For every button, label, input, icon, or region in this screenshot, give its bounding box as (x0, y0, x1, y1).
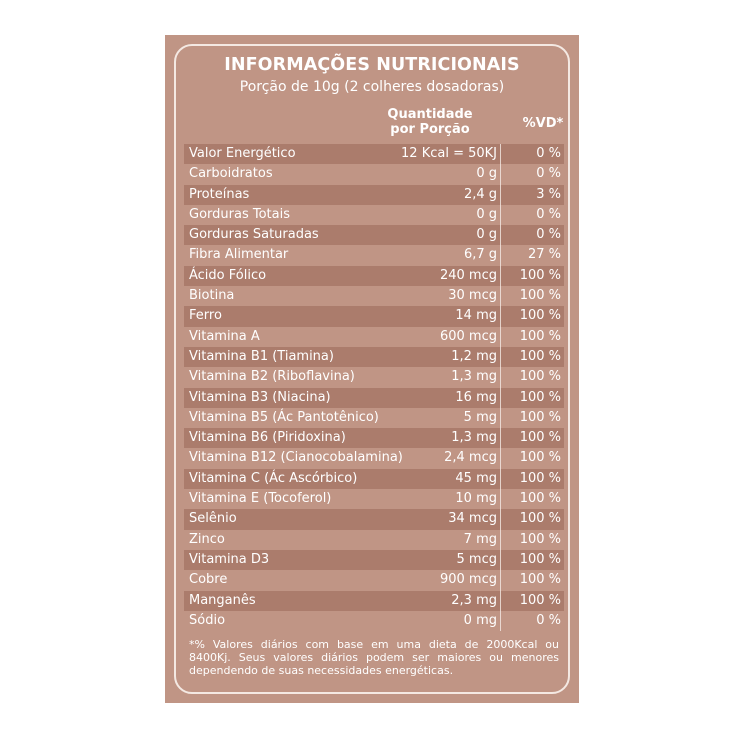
nutrient-quantity: 34 mcg (448, 511, 497, 527)
nutrient-quantity: 10 mg (455, 491, 497, 507)
table-row (184, 509, 564, 529)
quantity-header-line1: Quantidade (387, 107, 473, 122)
nutrient-vd: 100 % (519, 511, 561, 527)
table-row (184, 591, 564, 611)
nutrient-name: Gorduras Saturadas (189, 227, 319, 243)
nutrient-quantity: 2,4 mcg (444, 450, 497, 466)
footnote: *% Valores diários com base em uma dieta de 2000Kcal ou 8400Kj. Seus valores diários podem ser maiores ou menores dependendo de suas necessidades energéticas. (189, 638, 559, 677)
nutrient-vd: 100 % (519, 430, 561, 446)
column-divider (500, 144, 501, 631)
table-row (184, 306, 564, 326)
nutrient-name: Fibra Alimentar (189, 247, 289, 263)
nutrient-vd: 3 % (536, 186, 561, 202)
nutrient-quantity: 2,3 mg (451, 592, 497, 608)
nutrient-name: Cobre (189, 572, 228, 588)
nutrient-quantity: 45 mg (455, 470, 497, 486)
nutrient-name: Vitamina D3 (189, 551, 270, 567)
table-row (184, 469, 564, 489)
nutrient-name: Sódio (189, 612, 226, 628)
nutrient-vd: 100 % (519, 409, 561, 425)
nutrient-name: Gorduras Totais (189, 206, 290, 222)
nutrient-vd: 100 % (519, 450, 561, 466)
nutrition-label (165, 35, 579, 703)
nutrient-name: Vitamina A (189, 328, 260, 344)
table-row (184, 266, 564, 286)
table-row (184, 428, 564, 448)
nutrition-table (184, 144, 564, 631)
vd-column-header: %VD* (522, 116, 564, 131)
table-row (184, 550, 564, 570)
nutrient-vd: 100 % (519, 267, 561, 283)
nutrient-name: Vitamina E (Tocoferol) (189, 491, 332, 507)
nutrient-quantity: 5 mg (463, 409, 497, 425)
nutrient-quantity: 1,3 mg (451, 430, 497, 446)
nutrient-name: Selênio (189, 511, 237, 527)
nutrient-name: Vitamina C (Ác Ascórbico) (189, 470, 358, 486)
table-row (184, 245, 564, 265)
nutrient-name: Valor Energético (189, 146, 296, 161)
table-row (184, 327, 564, 347)
nutrient-vd: 0 % (536, 166, 561, 182)
nutrient-quantity: 2,4 g (463, 186, 497, 202)
nutrient-vd: 0 % (536, 146, 561, 161)
table-row (184, 530, 564, 550)
nutrient-vd: 100 % (519, 491, 561, 507)
table-row (184, 448, 564, 468)
nutrient-vd: 0 % (536, 206, 561, 222)
table-row (184, 570, 564, 590)
nutrient-vd: 100 % (519, 551, 561, 567)
nutrient-name: Vitamina B1 (Tiamina) (189, 348, 334, 364)
nutrient-quantity: 0 g (476, 206, 497, 222)
nutrient-vd: 100 % (519, 348, 561, 364)
table-row (184, 185, 564, 205)
nutrient-vd: 100 % (519, 572, 561, 588)
table-row (184, 611, 564, 631)
nutrient-name: Vitamina B3 (Niacina) (189, 389, 331, 405)
nutrient-vd: 100 % (519, 308, 561, 324)
nutrient-name: Manganês (189, 592, 256, 608)
table-row (184, 286, 564, 306)
nutrient-quantity: 0 mg (463, 612, 497, 628)
nutrient-vd: 100 % (519, 288, 561, 304)
nutrient-vd: 100 % (519, 531, 561, 547)
nutrient-quantity: 0 g (476, 166, 497, 182)
nutrient-quantity: 7 mg (463, 531, 497, 547)
table-row (184, 408, 564, 428)
nutrient-quantity: 12 Kcal = 50KJ (401, 146, 497, 161)
nutrient-vd: 100 % (519, 369, 561, 385)
table-row (184, 144, 564, 164)
nutrient-quantity: 6,7 g (463, 247, 497, 263)
table-row (184, 164, 564, 184)
nutrient-quantity: 1,2 mg (451, 348, 497, 364)
nutrient-name: Ácido Fólico (189, 267, 267, 283)
nutrient-vd: 100 % (519, 470, 561, 486)
nutrient-vd: 100 % (519, 328, 561, 344)
nutrient-name: Zinco (189, 531, 225, 547)
table-row (184, 225, 564, 245)
quantity-header-line2: por Porção (390, 122, 470, 137)
nutrient-quantity: 14 mg (455, 308, 497, 324)
serving-size: Porção de 10g (2 colheres dosadoras) (239, 79, 505, 95)
label-title: INFORMAÇÕES NUTRICIONAIS (224, 55, 520, 75)
nutrient-quantity: 16 mg (455, 389, 497, 405)
nutrient-vd: 27 % (527, 247, 561, 263)
table-row (184, 388, 564, 408)
nutrient-vd: 0 % (536, 227, 561, 243)
table-row (184, 367, 564, 387)
nutrient-quantity: 240 mcg (439, 267, 497, 283)
nutrient-quantity: 5 mcg (456, 551, 497, 567)
nutrient-vd: 100 % (519, 389, 561, 405)
nutrient-name: Biotina (189, 288, 235, 304)
nutrient-name: Vitamina B2 (Riboflavina) (189, 369, 355, 385)
nutrient-name: Vitamina B6 (Piridoxina) (189, 430, 346, 446)
quantity-column-header (380, 107, 480, 137)
nutrient-name: Vitamina B5 (Ác Pantotênico) (189, 409, 379, 425)
nutrient-quantity: 600 mcg (439, 328, 497, 344)
nutrient-name: Ferro (189, 308, 222, 324)
nutrient-vd: 0 % (536, 612, 561, 628)
table-row (184, 347, 564, 367)
nutrient-quantity: 0 g (476, 227, 497, 243)
nutrient-name: Carboidratos (189, 166, 273, 182)
table-row (184, 489, 564, 509)
nutrient-vd: 100 % (519, 592, 561, 608)
nutrient-name: Vitamina B12 (Cianocobalamina) (189, 450, 403, 466)
table-row (184, 205, 564, 225)
nutrient-quantity: 30 mcg (448, 288, 497, 304)
nutrient-quantity: 900 mcg (439, 572, 497, 588)
nutrient-quantity: 1,3 mg (451, 369, 497, 385)
nutrient-name: Proteínas (189, 186, 250, 202)
